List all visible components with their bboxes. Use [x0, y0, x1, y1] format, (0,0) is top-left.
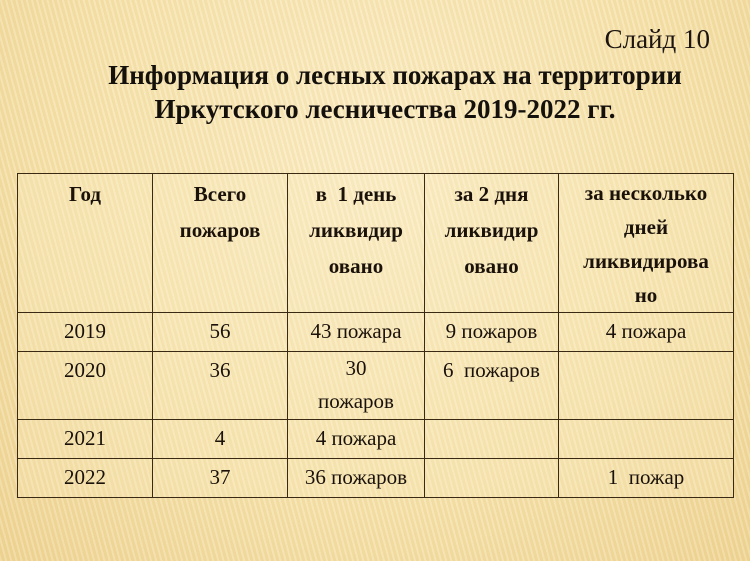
cell-year: 2019 — [18, 313, 153, 352]
header-text: ликвидирова — [583, 249, 709, 273]
slide-number: Слайд 10 — [604, 24, 710, 54]
cell-several: 1 пожар — [559, 459, 734, 498]
slide-title — [0, 58, 750, 126]
header-extinguished-several-days — [559, 174, 734, 313]
header-total-fires — [153, 174, 288, 313]
table-header-row — [18, 174, 734, 313]
header-text: овано — [464, 254, 519, 278]
title-line-1: Информация о лесных пожарах на территории — [108, 60, 682, 90]
header-text: ликвидир — [444, 218, 539, 242]
header-text: овано — [328, 254, 384, 278]
header-text: в 1 день — [315, 182, 397, 206]
table-row — [18, 420, 734, 459]
header-text: за 2 дня — [454, 182, 529, 206]
cell-day1: 43 пожара — [288, 313, 425, 352]
cell-text: пожаров — [318, 389, 394, 413]
cell-total: 4 — [153, 420, 288, 459]
cell-day2 — [425, 420, 559, 459]
forest-fires-table — [17, 173, 734, 498]
cell-year: 2022 — [18, 459, 153, 498]
cell-year: 2021 — [18, 420, 153, 459]
cell-several: 4 пожара — [559, 313, 734, 352]
table-row — [18, 459, 734, 498]
header-extinguished-2-days — [425, 174, 559, 313]
cell-total: 56 — [153, 313, 288, 352]
cell-total: 37 — [153, 459, 288, 498]
table-row — [18, 313, 734, 352]
header-extinguished-1-day — [288, 174, 425, 313]
title-line-2: Иркутского лесничества 2019-2022 гг. — [154, 94, 616, 124]
header-year — [18, 174, 153, 313]
cell-day1: 36 пожаров — [288, 459, 425, 498]
header-text: но — [634, 283, 658, 307]
cell-day2: 6 пожаров — [425, 352, 559, 420]
cell-day1: 4 пожара — [288, 420, 425, 459]
cell-several — [559, 420, 734, 459]
cell-day2: 9 пожаров — [425, 313, 559, 352]
cell-day2 — [425, 459, 559, 498]
cell-day1 — [288, 352, 425, 420]
table-row — [18, 352, 734, 420]
header-text: пожаров — [179, 218, 261, 242]
header-text: за несколько — [584, 181, 708, 205]
cell-text: 30 — [345, 356, 367, 380]
header-text: дней — [623, 215, 669, 239]
header-text: Всего — [193, 182, 247, 206]
header-text: ликвидир — [309, 218, 403, 242]
cell-total: 36 — [153, 352, 288, 420]
cell-year: 2020 — [18, 352, 153, 420]
cell-several — [559, 352, 734, 420]
header-text: Год — [68, 182, 102, 206]
